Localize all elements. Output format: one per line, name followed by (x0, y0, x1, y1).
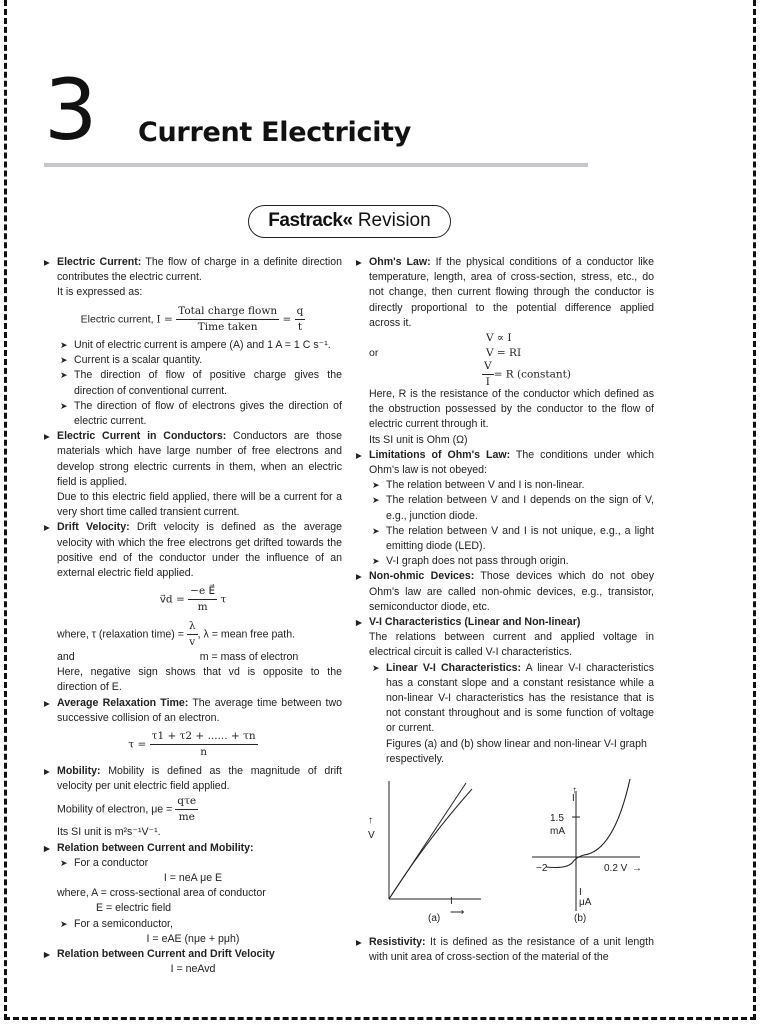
conductor-equation: I = neA μe E (163, 871, 223, 884)
fig-b-1-5: 1.5 (550, 813, 564, 825)
transient-current-text: Due to this electric field applied, there will be a current for a very short time called transient current. (57, 491, 342, 519)
mobility-equation: Mobility of electron, μe = $\frac{\text{qτe}}{me}$ (57, 794, 197, 824)
fig-b-neg2: −2 (536, 863, 548, 875)
current-equation: Electric current, I = $\frac{\text{Total charge flown}}{\text{Time taken}}$ = $\frac{q}{t}$ (80, 304, 304, 333)
fig-b-02v: 0.2 V (604, 863, 628, 875)
list-item: ➤ The relation between V and I depends on the sign of V, e.g., junction diode. (356, 493, 654, 523)
badge-word: Revision (357, 210, 431, 231)
list-item: ➤ For a conductor (44, 856, 342, 871)
right-column (356, 255, 654, 966)
badge-mark: « (342, 210, 353, 231)
fig-a-caption: (a) (428, 913, 441, 925)
mass-line: and m = mass of electron (57, 651, 299, 664)
resistivity-section: ▶ Resistivity: It is defined as the resistance of a unit length with unit area of cross-section of the material of the (356, 935, 654, 965)
area-definition: where, A = cross-sectional area of conductor (57, 887, 266, 900)
linear-vi-graph (368, 781, 481, 924)
conductors-section: ▶ Electric Current in Conductors: Conductors are those materials which have large number of free electrons and develop strong electric currents in them, when an electric field is applied. (44, 429, 342, 490)
fastrack-revision-badge (248, 205, 451, 238)
current-drift-heading: ▶ Relation between Current and Drift Velocity (44, 947, 342, 962)
drift-velocity-section: ▶ Drift Velocity: Drift velocity is defined as the average velocity with which the free electrons get drifted towards the positive end of the conductor under the influence of an external electric field applied. (44, 520, 342, 581)
chapter-rule (44, 163, 588, 167)
fig-a-axis-v: V (368, 830, 375, 842)
non-ohmic-section: ▶ Non-ohmic Devices: Those devices which do not obey Ohm's law are called non-ohmic devices, e.g., transistor, semiconductor diode, etc. (356, 569, 654, 615)
list-item: ➤ For a semiconductor, (44, 917, 342, 932)
fig-b-ua: μA (579, 897, 592, 909)
ohms-law-section: ▶ Ohm's Law: If the physical conditions of a conductor like temperature, length, area of cross-section, stress, etc., do not change, then current flowing through the conductor is directly proportional to the potential difference applied across it. (356, 255, 654, 331)
ohm-equations: V ∝ I or V = RI $\frac{V}{I}$ = R (constant) (369, 332, 571, 389)
list-item: ➤ V-I graph does not pass through origin. (356, 554, 654, 569)
drift-velocity-equation: v⃗d = $\frac{\text{−e E⃗}}{m}$ τ (159, 585, 227, 614)
vi-graphs (356, 771, 654, 951)
limitations-section: ▶ Limitations of Ohm's Law: The conditions under which Ohm's law is not obeyed: (356, 448, 654, 478)
resistance-definition: Here, R is the resistance of the conductor which defined as the obstruction possessed by the conductor to the flow of electric current through it. (369, 388, 654, 431)
axis-arrow-up: ↑ (572, 785, 577, 797)
fig-a-axis-i: I (450, 896, 453, 908)
nonlinear-vi-graph (532, 779, 642, 924)
fig-b-caption: (b) (574, 913, 587, 925)
left-column (44, 255, 342, 977)
linear-vi-section: ➤ Linear V-I Characteristics: A linear V-I characteristics has a constant slope and a constant resistance while a non-linear V-I characteristics has the resistance that is not constant throughout and is some function of voltage or current. (356, 661, 654, 737)
negative-sign-text: Here, negative sign shows that vd is opposite to the direction of E. (57, 666, 342, 694)
relaxation-time-line: where, τ (relaxation time) = $\frac{\lambda}{v}$ , λ = mean free path. (57, 619, 296, 648)
list-item: ➤ The direction of flow of electrons gives the direction of electric current. (44, 399, 342, 429)
chapter-title: Current Electricity (138, 117, 412, 148)
vi-text: The relations between current and applied voltage in electrical circuit is called V-I characteristics. (369, 631, 654, 659)
axis-arrow-v: ↑ (368, 815, 373, 827)
mobility-unit: Its SI unit is m²s⁻¹V⁻¹. (57, 826, 161, 839)
mobility-section: ▶ Mobility: Mobility is defined as the magnitude of drift velocity per unit electric field applied. (44, 764, 342, 794)
relaxation-equation: τ = $\frac{\tau 1 + \tau 2 + ...... + \tau n}{n}$ (128, 730, 256, 759)
field-definition: E = electric field (96, 902, 172, 915)
expressed-as: It is expressed as: (57, 286, 143, 299)
list-item: ➤ The relation between V and I is not unique, e.g., a light emitting diode (LED). (356, 524, 654, 554)
fig-b-axis-i: I (579, 887, 582, 899)
electric-current-section: ▶ Electric Current: The flow of charge in a definite direction contributes the electric current. (44, 255, 342, 285)
list-item: ➤ The direction of flow of positive charge gives the direction of conventional current. (44, 368, 342, 398)
ohm-unit: Its SI unit is Ohm (Ω) (369, 433, 468, 446)
list-item: ➤ Unit of electric current is ampere (A) and 1 A = 1 C s⁻¹. (44, 338, 342, 353)
relaxation-section: ▶ Average Relaxation Time: The average time between two successive collision of an electron. (44, 696, 342, 726)
axis-arrow-right: → (632, 863, 642, 875)
list-item: ➤ The relation between V and I is non-linear. (356, 478, 654, 493)
figure-caption-text: Figures (a) and (b) show linear and non-linear V-I graph respectively. (386, 737, 647, 765)
axis-arrow-i: ⟶ (450, 907, 465, 919)
fig-b-ma: mA (550, 826, 565, 838)
semiconductor-equation: I = eAE (nμe + pμh) (146, 932, 240, 945)
current-drift-equation: I = neAvd (170, 963, 216, 976)
list-item: ➤ Current is a scalar quantity. (44, 353, 342, 368)
current-mobility-heading: ▶ Relation between Current and Mobility: (44, 841, 342, 856)
vi-graphs-figure (356, 771, 654, 931)
chapter-number: 3 (44, 61, 98, 159)
vi-heading: ▶ V-I Characteristics (Linear and Non-linear) (356, 615, 654, 630)
badge-brand: Fastrack (268, 210, 343, 231)
fig-b-axis-top-i: I (572, 793, 575, 805)
